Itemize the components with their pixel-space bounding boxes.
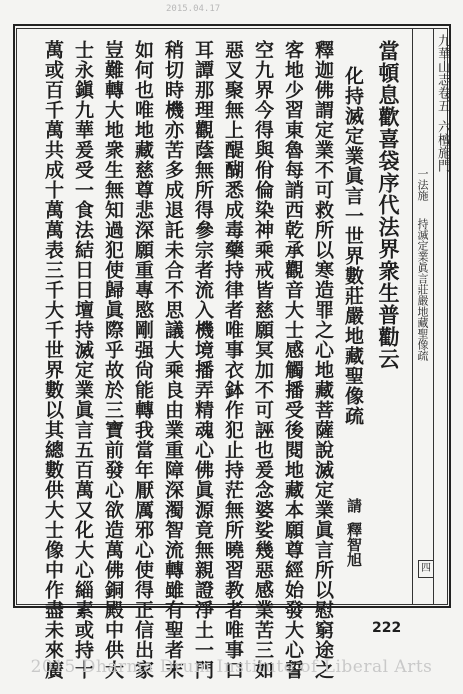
- date-stamp: 2015.04.17: [166, 4, 221, 14]
- volume-label: 九華山志卷五: [435, 34, 450, 112]
- text-column: 空九界今得與佾倫染神乘戒皆慈願冥加不可誣也爰念婆娑幾惡感業苦三如: [252, 40, 274, 680]
- text-column: 稍切時機亦苦多成退託未合不思議大乘良由業重障深濁智流轉雖有聖者末: [162, 40, 184, 680]
- subtitle-label: 持滅定業眞言莊嚴地藏聖像疏: [416, 218, 429, 361]
- watermark: 2015 Dharma Drum Institute of Liberal Arts: [30, 657, 433, 677]
- chapter-label: 六檀施門: [435, 120, 450, 172]
- text-column: 釋迦佛謂定業不可救所以寒造罪之心地藏菩薩說滅定業眞言所以慰窮途之: [312, 40, 334, 680]
- text-column: 萬或百千萬共成十萬萬表三千大千世界數以其總數供大士像中作盡未來廣: [42, 40, 64, 680]
- text-column: 士永鎭九華爰受一食法結日日壇持滅定業眞言五百萬又化大心緇素或持十: [72, 40, 94, 680]
- side-page-box: 四: [418, 560, 434, 578]
- signature-author: 釋智旭: [345, 522, 363, 567]
- header-band-divider: [412, 28, 413, 605]
- text-column: 客地少習東魯每誚西乾承觀音大士感觸播受後閱地藏本願尊經始發大心誓: [282, 40, 304, 680]
- signature-prefix: 請: [345, 498, 363, 513]
- text-column: 惡叉聚無上醍醐悉成毒藥持律者唯事衣鉢作犯止持茫無所曉習教者唯事口: [222, 40, 244, 680]
- text-column: 化持滅定業眞言一世界數莊嚴地藏聖像疏: [342, 66, 364, 426]
- text-column: 豈難轉大地衆生無知過犯使歸眞際乎故於三寶前發心欲造萬佛銅殿中供大: [102, 40, 124, 680]
- page-title: 當頓息歡喜袋序代法界衆生普勸云: [376, 40, 401, 370]
- page-number: 222: [372, 620, 402, 636]
- text-column: 如何也唯地藏慈尊悲深願重專愍剛强尙能轉我當年厭厲邪心使得正信出家: [132, 40, 154, 680]
- text-column: 耳譚那理觀蔭無所得參宗者流入機境播弄精魂心佛眞源竟無親證淨土一門: [192, 40, 214, 680]
- header-band-divider: [433, 28, 434, 605]
- section-label: 一法施: [416, 168, 429, 201]
